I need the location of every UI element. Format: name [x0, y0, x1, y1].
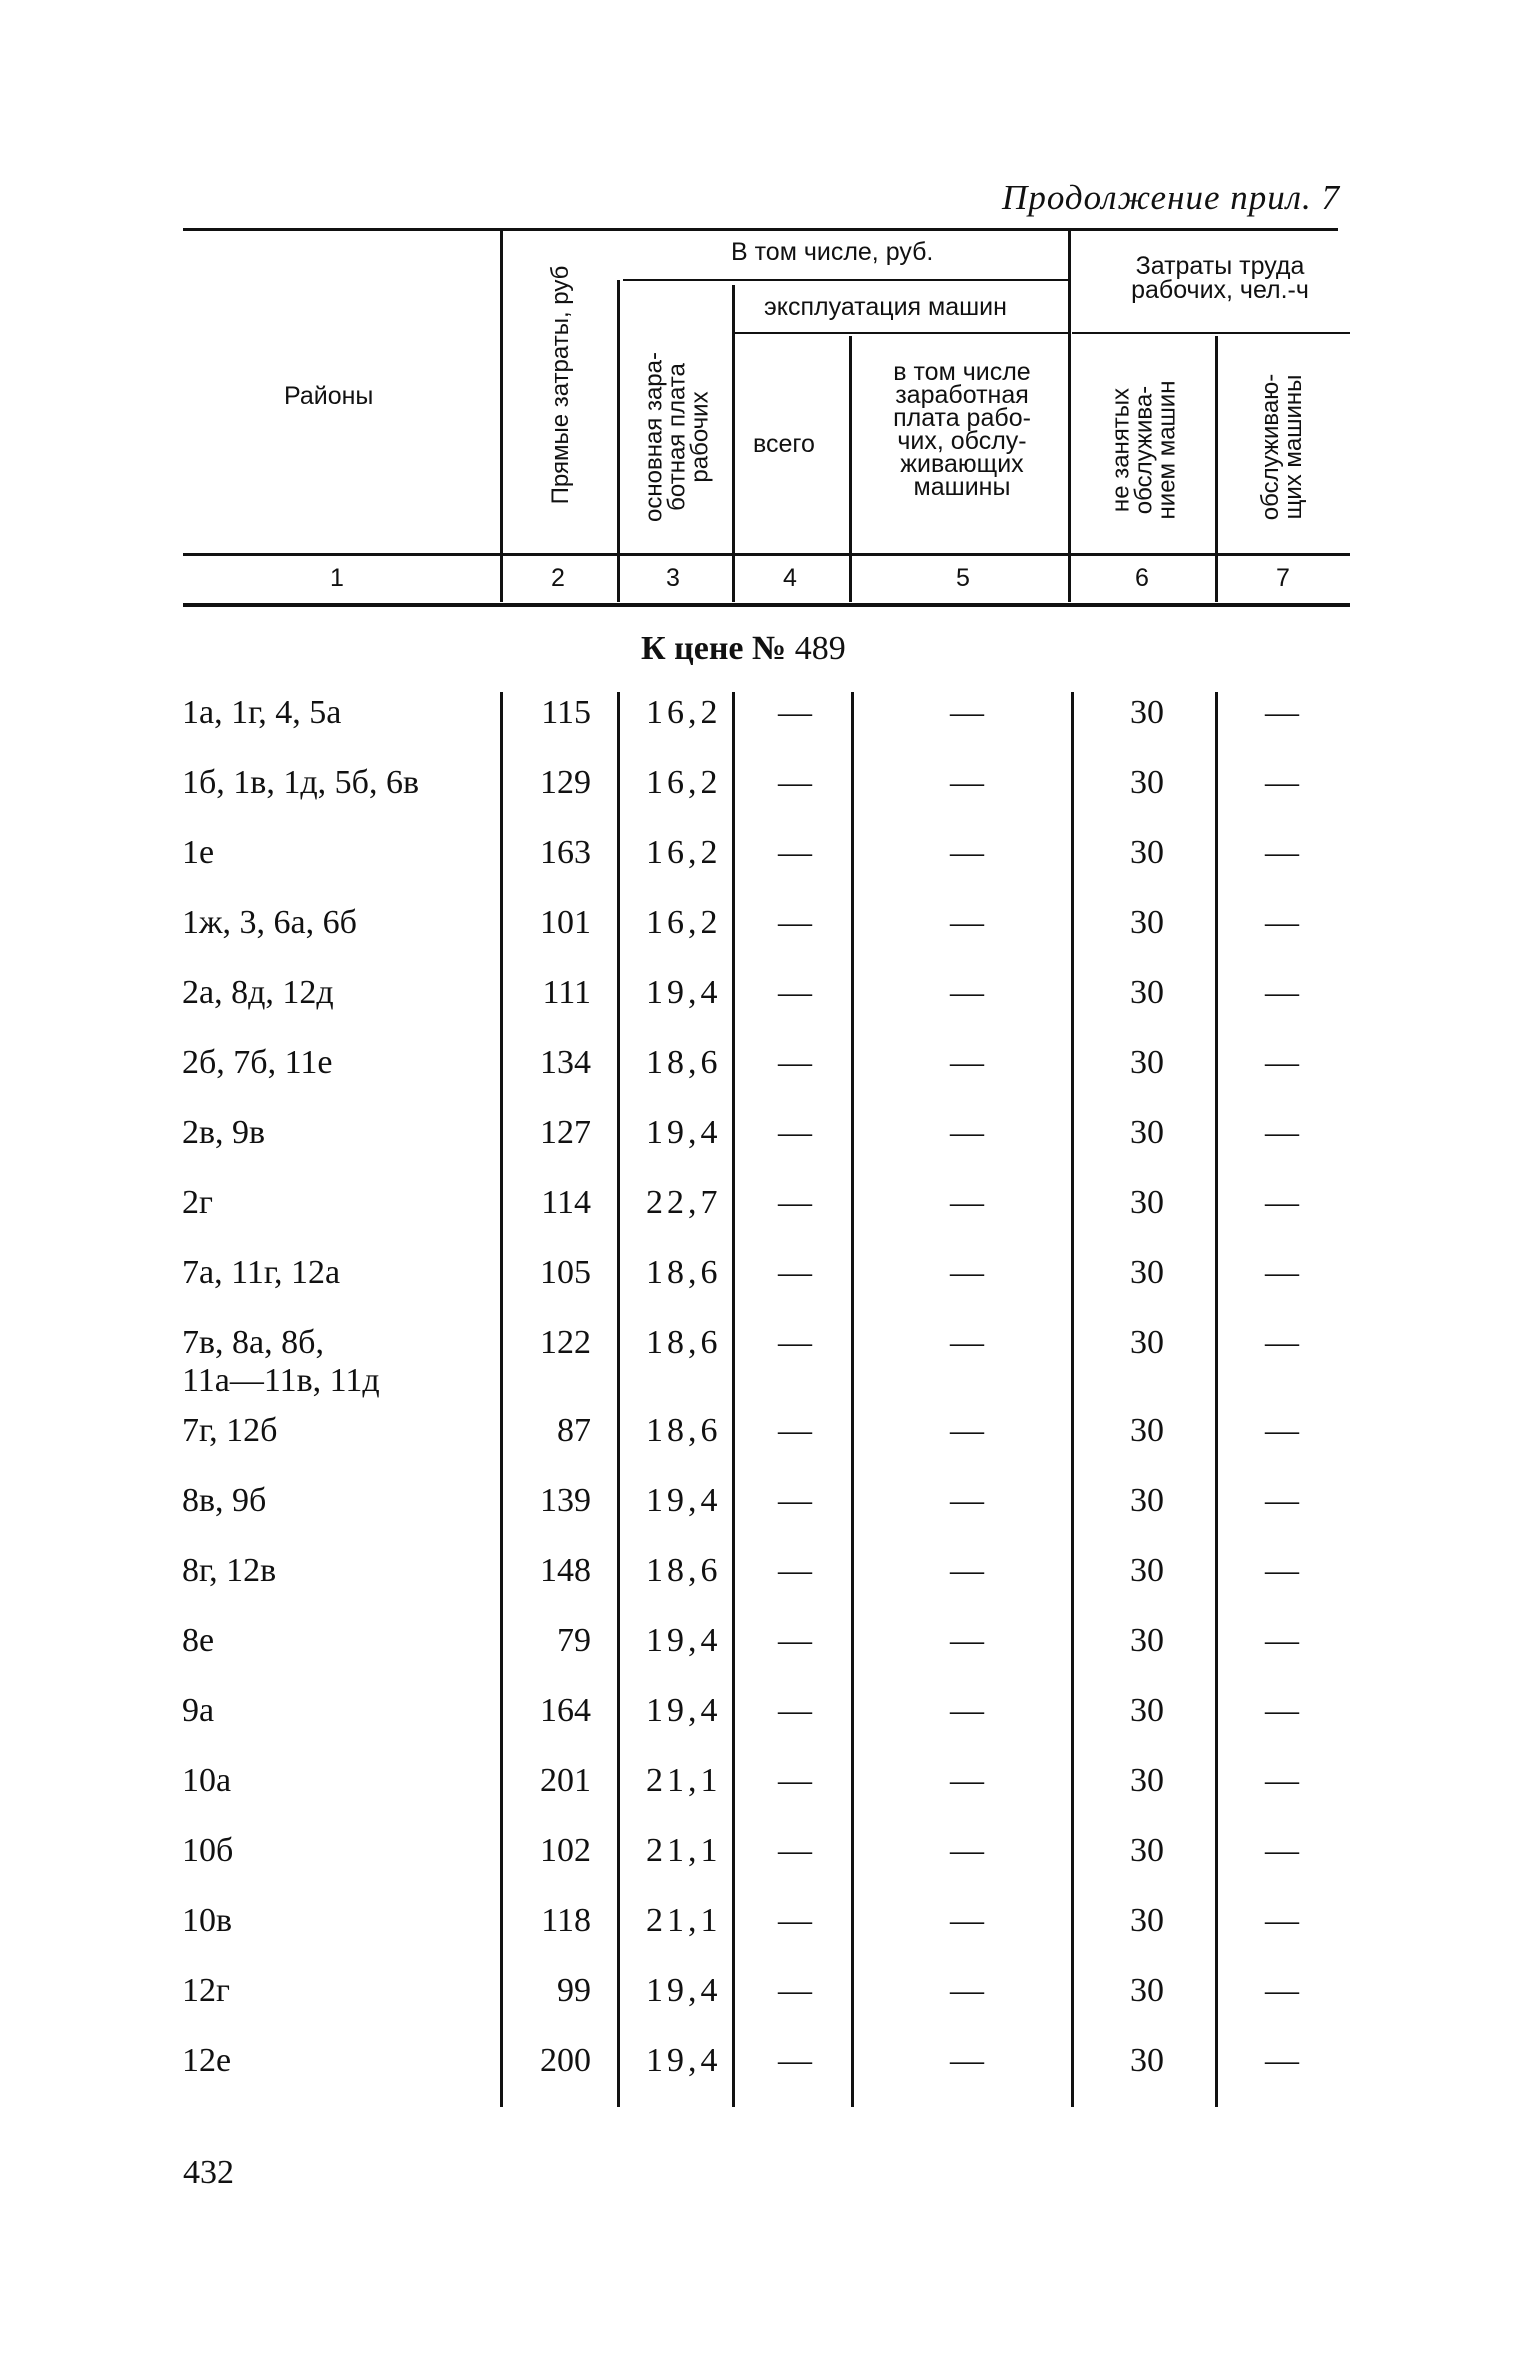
base-wage-cell: 18,6 — [646, 1324, 722, 1361]
colnum-bottom-rule — [183, 603, 1350, 607]
direct-cost-cell: 115 — [541, 694, 591, 731]
labor-serving-cell: — — [1265, 1324, 1299, 1361]
machine-wage-cell: — — [950, 974, 984, 1011]
col-divider-2-3-header — [617, 280, 620, 602]
machine-total-cell: — — [778, 1254, 812, 1291]
base-wage-cell: 18,6 — [646, 1552, 722, 1589]
machine-wage-cell: — — [950, 1762, 984, 1799]
labor-serving-cell: — — [1265, 1412, 1299, 1449]
direct-cost-cell: 114 — [541, 1184, 591, 1221]
region-cell: 8е — [182, 1622, 215, 1659]
labor-not-serving-cell: 30 — [1130, 1552, 1164, 1589]
table-row — [0, 764, 1536, 814]
machine-total-cell: — — [778, 1482, 812, 1519]
machine-total-cell: — — [778, 1762, 812, 1799]
direct-cost-cell: 127 — [540, 1114, 591, 1151]
labor-not-serving-cell: 30 — [1130, 1972, 1164, 2009]
base-wage-cell: 21,1 — [646, 1832, 722, 1869]
labor-serving-cell: — — [1265, 1254, 1299, 1291]
base-wage-cell: 16,2 — [646, 834, 722, 871]
header-machine-total: всего — [753, 430, 815, 458]
colnum-3: 3 — [666, 564, 680, 592]
direct-cost-cell: 122 — [540, 1324, 591, 1361]
labor-not-serving-cell: 30 — [1130, 1412, 1164, 1449]
table-row — [0, 1552, 1536, 1602]
machine-total-cell: — — [778, 1692, 812, 1729]
machine-total-cell: — — [778, 1902, 812, 1939]
base-wage-cell: 19,4 — [646, 1482, 722, 1519]
machine-wage-cell: — — [950, 1622, 984, 1659]
table-row — [0, 694, 1536, 744]
table-row — [0, 2042, 1536, 2092]
machine-wage-cell: — — [950, 1184, 984, 1221]
direct-cost-cell: 79 — [557, 1622, 591, 1659]
labor-serving-cell: — — [1265, 1902, 1299, 1939]
table-row — [0, 1692, 1536, 1742]
labor-serving-cell: — — [1265, 2042, 1299, 2079]
region-cell: 2а, 8д, 12д — [182, 974, 334, 1011]
base-wage-cell: 19,4 — [646, 2042, 722, 2079]
region-cell: 1е — [182, 834, 215, 871]
direct-cost-cell: 118 — [541, 1902, 591, 1939]
table-row — [0, 1622, 1536, 1672]
machine-total-cell: — — [778, 1622, 812, 1659]
base-wage-cell: 19,4 — [646, 1622, 722, 1659]
table-row — [0, 1762, 1536, 1812]
machine-wage-cell: — — [950, 1832, 984, 1869]
region-cell: 7в, 8а, 8б, 11а—11в, 11д — [182, 1324, 380, 1399]
page-number: 432 — [183, 2154, 234, 2191]
table-row — [0, 1972, 1536, 2022]
machine-total-cell: — — [778, 834, 812, 871]
machine-wage-cell: — — [950, 1324, 984, 1361]
table-row — [0, 904, 1536, 954]
machine-total-cell: — — [778, 1552, 812, 1589]
colnum-6: 6 — [1135, 564, 1149, 592]
labor-serving-cell: — — [1265, 1762, 1299, 1799]
labor-serving-cell: — — [1265, 1184, 1299, 1221]
base-wage-cell: 19,4 — [646, 1114, 722, 1151]
labor-serving-cell: — — [1265, 1972, 1299, 2009]
region-cell: 1ж, 3, 6а, 6б — [182, 904, 357, 941]
direct-cost-cell: 129 — [540, 764, 591, 801]
table-row — [0, 1832, 1536, 1882]
direct-cost-cell: 200 — [540, 2042, 591, 2079]
machine-total-cell: — — [778, 764, 812, 801]
section-prefix: К цене № — [641, 630, 787, 667]
header-direct-costs: Прямые затраты, руб — [547, 265, 574, 505]
machine-total-cell: — — [778, 1324, 812, 1361]
labor-serving-cell: — — [1265, 1482, 1299, 1519]
labor-not-serving-cell: 30 — [1130, 1902, 1164, 1939]
base-wage-cell: 18,6 — [646, 1412, 722, 1449]
colnum-2: 2 — [551, 564, 565, 592]
region-cell: 10в — [182, 1902, 233, 1939]
col-divider-1-2-header — [500, 230, 503, 602]
machine-wage-cell: — — [950, 1482, 984, 1519]
labor-not-serving-cell: 30 — [1130, 764, 1164, 801]
region-cell: 7а, 11г, 12а — [182, 1254, 341, 1291]
machine-wage-cell: — — [950, 2042, 984, 2079]
base-wage-cell: 16,2 — [646, 904, 722, 941]
machine-total-cell: — — [778, 1184, 812, 1221]
labor-not-serving-cell: 30 — [1130, 974, 1164, 1011]
header-labor-group: Затраты труда рабочих, чел.-ч — [1131, 252, 1309, 304]
labor-serving-cell: — — [1265, 1044, 1299, 1081]
machine-total-cell: — — [778, 2042, 812, 2079]
base-wage-cell: 16,2 — [646, 764, 722, 801]
machine-wage-cell: — — [950, 1552, 984, 1589]
direct-cost-cell: 101 — [540, 904, 591, 941]
labor-group-rule — [1072, 332, 1350, 334]
machine-wage-cell: — — [950, 1254, 984, 1291]
header-machine-group: эксплуатация машин — [764, 293, 1007, 321]
labor-not-serving-cell: 30 — [1130, 834, 1164, 871]
header-labor-serving: обслуживаю- щих машины — [1257, 373, 1307, 521]
direct-cost-cell: 163 — [540, 834, 591, 871]
table-row — [0, 1254, 1536, 1304]
labor-not-serving-cell: 30 — [1130, 1622, 1164, 1659]
base-wage-cell: 18,6 — [646, 1254, 722, 1291]
machine-wage-cell: — — [950, 764, 984, 801]
labor-not-serving-cell: 30 — [1130, 1114, 1164, 1151]
direct-cost-cell: 148 — [540, 1552, 591, 1589]
section-number: 489 — [794, 630, 846, 667]
labor-not-serving-cell: 30 — [1130, 1044, 1164, 1081]
region-cell: 2б, 7б, 11е — [182, 1044, 333, 1081]
table-row — [0, 974, 1536, 1024]
region-cell: 9а — [182, 1692, 215, 1729]
base-wage-cell: 19,4 — [646, 1972, 722, 2009]
machine-wage-cell: — — [950, 1044, 984, 1081]
base-wage-cell: 18,6 — [646, 1044, 722, 1081]
direct-cost-cell: 164 — [540, 1692, 591, 1729]
machine-wage-cell: — — [950, 834, 984, 871]
machine-wage-cell: — — [950, 1412, 984, 1449]
direct-cost-cell: 105 — [540, 1254, 591, 1291]
col-divider-5-6-header — [1068, 230, 1071, 602]
machine-wage-cell: — — [950, 694, 984, 731]
section-title — [641, 630, 846, 668]
region-cell: 2в, 9в — [182, 1114, 266, 1151]
labor-serving-cell: — — [1265, 904, 1299, 941]
base-wage-cell: 16,2 — [646, 694, 722, 731]
base-wage-cell: 19,4 — [646, 1692, 722, 1729]
labor-serving-cell: — — [1265, 1552, 1299, 1589]
header-base-wage: основная зара- ботная плата рабочих — [640, 351, 714, 523]
base-wage-cell: 21,1 — [646, 1902, 722, 1939]
table-row — [0, 1114, 1536, 1164]
header-regions: Районы — [284, 382, 374, 410]
table-top-rule — [183, 228, 1338, 231]
machine-wage-cell: — — [950, 1114, 984, 1151]
labor-serving-cell: — — [1265, 834, 1299, 871]
labor-serving-cell: — — [1265, 1114, 1299, 1151]
header-machine-wage: в том числе заработная плата рабо- чих, обслу- живающих машины — [893, 358, 1031, 501]
table-row — [0, 1324, 1536, 1399]
labor-serving-cell: — — [1265, 1622, 1299, 1659]
colnum-1: 1 — [330, 564, 344, 592]
table-row — [0, 834, 1536, 884]
machine-group-rule — [732, 332, 1068, 334]
labor-not-serving-cell: 30 — [1130, 2042, 1164, 2079]
direct-cost-cell: 99 — [557, 1972, 591, 2009]
region-cell: 1а, 1г, 4, 5а — [182, 694, 342, 731]
base-wage-cell: 22,7 — [646, 1184, 722, 1221]
colnum-5: 5 — [956, 564, 970, 592]
region-cell: 8г, 12в — [182, 1552, 277, 1589]
direct-cost-cell: 139 — [540, 1482, 591, 1519]
labor-not-serving-cell: 30 — [1130, 1482, 1164, 1519]
machine-total-cell: — — [778, 1044, 812, 1081]
incl-group-rule — [623, 279, 1068, 281]
region-cell: 10б — [182, 1832, 234, 1869]
machine-total-cell: — — [778, 974, 812, 1011]
colnum-7: 7 — [1276, 564, 1290, 592]
direct-cost-cell: 111 — [542, 974, 591, 1011]
machine-total-cell: — — [778, 1832, 812, 1869]
machine-wage-cell: — — [950, 904, 984, 941]
base-wage-cell: 19,4 — [646, 974, 722, 1011]
labor-serving-cell: — — [1265, 1692, 1299, 1729]
labor-not-serving-cell: 30 — [1130, 1832, 1164, 1869]
labor-not-serving-cell: 30 — [1130, 694, 1164, 731]
header-bottom-rule — [183, 553, 1350, 556]
table-row — [0, 1184, 1536, 1234]
col-divider-3-4-header — [732, 285, 735, 602]
machine-total-cell: — — [778, 1412, 812, 1449]
labor-not-serving-cell: 30 — [1130, 1762, 1164, 1799]
labor-not-serving-cell: 30 — [1130, 1184, 1164, 1221]
region-cell: 1б, 1в, 1д, 5б, 6в — [182, 764, 420, 801]
machine-wage-cell: — — [950, 1692, 984, 1729]
direct-cost-cell: 201 — [540, 1762, 591, 1799]
region-cell: 7г, 12б — [182, 1412, 278, 1449]
direct-cost-cell: 134 — [540, 1044, 591, 1081]
machine-total-cell: — — [778, 1114, 812, 1151]
labor-serving-cell: — — [1265, 1832, 1299, 1869]
direct-cost-cell: 87 — [557, 1412, 591, 1449]
region-cell: 8в, 9б — [182, 1482, 267, 1519]
table-row — [0, 1412, 1536, 1462]
header-labor-not-serving: не занятых обслужива- нием машин — [1107, 380, 1181, 520]
labor-not-serving-cell: 30 — [1130, 1692, 1164, 1729]
col-divider-4-5-header — [849, 336, 852, 602]
machine-total-cell: — — [778, 1972, 812, 2009]
machine-wage-cell: — — [950, 1972, 984, 2009]
labor-serving-cell: — — [1265, 694, 1299, 731]
region-cell: 10а — [182, 1762, 232, 1799]
table-row — [0, 1482, 1536, 1532]
base-wage-cell: 21,1 — [646, 1762, 722, 1799]
region-cell: 2г — [182, 1184, 213, 1221]
labor-not-serving-cell: 30 — [1130, 1254, 1164, 1291]
direct-cost-cell: 102 — [540, 1832, 591, 1869]
labor-not-serving-cell: 30 — [1130, 904, 1164, 941]
labor-serving-cell: — — [1265, 764, 1299, 801]
col-divider-6-7-header — [1215, 336, 1218, 602]
labor-not-serving-cell: 30 — [1130, 1324, 1164, 1361]
colnum-4: 4 — [783, 564, 797, 592]
table-row — [0, 1044, 1536, 1094]
continuation-label: Продолжение прил. 7 — [1002, 178, 1340, 217]
machine-wage-cell: — — [950, 1902, 984, 1939]
region-cell: 12е — [182, 2042, 232, 2079]
machine-total-cell: — — [778, 904, 812, 941]
machine-total-cell: — — [778, 694, 812, 731]
header-incl-group: В том числе, руб. — [731, 238, 934, 266]
table-row — [0, 1902, 1536, 1952]
labor-serving-cell: — — [1265, 974, 1299, 1011]
region-cell: 12г — [182, 1972, 230, 2009]
